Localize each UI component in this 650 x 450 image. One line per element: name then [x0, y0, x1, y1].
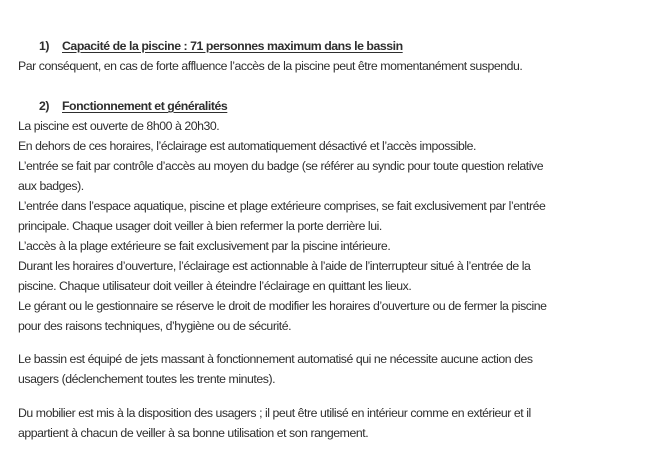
text-line: Le bassin est équipé de jets massant à fonctionnement automatisé qui ne nécessite aucune action des [18, 352, 533, 366]
text-line: piscine. Chaque utilisateur doit veiller à éteindre l’éclairage en quittant les lieux. [18, 279, 412, 293]
text-line: L’entrée dans l’espace aquatique, piscine et plage extérieure comprises, se fait exclusivement par l’entrée [18, 199, 546, 213]
paragraph [18, 116, 636, 336]
text-line: principale. Chaque usager doit veiller à bien refermer la porte derrière lui. [18, 219, 382, 233]
heading-text: Fonctionnement et généralités [62, 99, 228, 113]
text-line: aux badges). [18, 179, 84, 193]
text-line: Le gérant ou le gestionnaire se réserve le droit de modifier les horaires d’ouverture ou de fermer la piscine [18, 299, 547, 313]
text-line: L’entrée se fait par contrôle d’accès au moyen du badge (se référer au syndic pour toute question relative [18, 159, 544, 173]
document-body [18, 36, 636, 443]
text-line: La piscine est ouverte de 8h00 à 20h30. [18, 119, 220, 133]
paragraph [18, 56, 636, 76]
text-line: Par conséquent, en cas de forte affluence l’accès de la piscine peut être momentanément suspendu. [18, 59, 523, 73]
text-line: L’accès à la plage extérieure se fait exclusivement par la piscine intérieure. [18, 239, 391, 253]
text-line: usagers (déclenchement toutes les trente minutes). [18, 372, 276, 386]
paragraph [18, 349, 636, 389]
paragraph [18, 403, 636, 443]
heading-number: 2) [39, 99, 50, 113]
text-line: Durant les horaires d’ouverture, l’éclairage est actionnable à l’aide de l’interrupteur situé à l’entrée de la [18, 259, 531, 273]
heading-text: Capacité de la piscine : 71 personnes maximum dans le bassin [62, 39, 403, 53]
text-line: Du mobilier est mis à la disposition des usagers ; il peut être utilisé en intérieur comme en extérieur et il [18, 406, 531, 420]
text-line: appartient à chacun de veiller à sa bonne utilisation et son rangement. [18, 426, 369, 440]
text-line: pour des raisons techniques, d’hygiène ou de sécurité. [18, 319, 292, 333]
section-heading [18, 36, 636, 56]
text-line: En dehors de ces horaires, l’éclairage est automatiquement désactivé et l’accès impossible. [18, 139, 477, 153]
section-heading [18, 96, 636, 116]
heading-number: 1) [39, 39, 50, 53]
